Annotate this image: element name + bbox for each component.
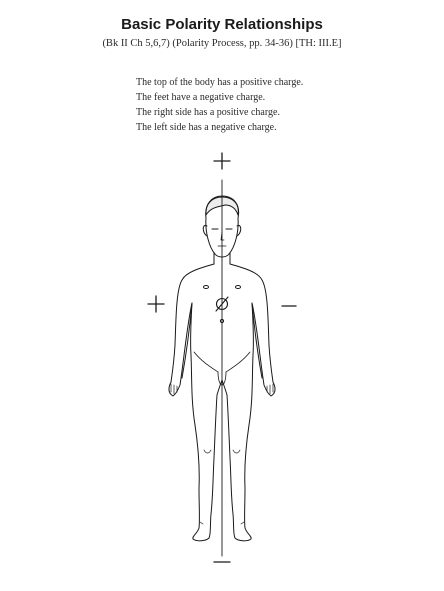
statement-right: The right side has a positive charge. xyxy=(136,107,280,118)
right-ankle xyxy=(200,522,203,524)
statement-left: The left side has a negative charge. xyxy=(136,122,277,133)
statement-feet: The feet have a negative charge. xyxy=(136,92,266,103)
left-nipple xyxy=(236,286,241,289)
left-knee xyxy=(233,450,240,453)
right-knee xyxy=(204,450,211,453)
right-groin-line xyxy=(194,352,218,372)
reference-line: (Bk II Ch 5,6,7) (Polarity Process, pp. 34-36) [TH: III.E] xyxy=(102,38,342,49)
left-groin-line xyxy=(226,352,250,372)
right-side-positive-marker xyxy=(148,296,164,312)
page-title: Basic Polarity Relationships xyxy=(121,16,323,33)
left-ankle xyxy=(241,522,244,524)
statement-top: The top of the body has a positive charge. xyxy=(136,77,304,88)
top-positive-marker xyxy=(214,153,230,169)
nose xyxy=(221,232,224,240)
right-nipple xyxy=(204,286,209,289)
